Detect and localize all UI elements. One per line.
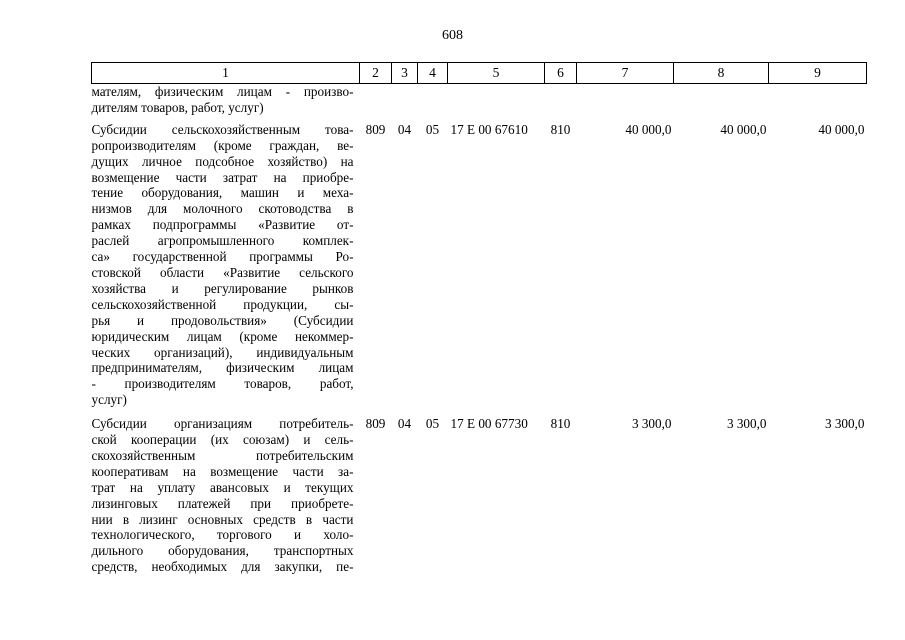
expense-type-code: 810 [550,416,571,432]
description-line: скохозяйственным потребительским [91,447,354,463]
continuation-description [92,84,360,122]
header-cell-9: 9 [769,63,867,84]
description-line: хозяйства и регулирование рынков [91,280,354,296]
continuation-row [92,84,867,122]
subsection-code: 05 [425,121,440,137]
description-line: юридическим лицам (кроме некоммер- [91,328,354,344]
header-cell-4: 4 [418,63,448,84]
header-cell-3: 3 [392,63,418,84]
amount-col-7: 40 000,0 [625,121,672,137]
amount-col-8: 3 300,0 [726,416,767,432]
description-line: низмов для молочного скотоводства в [91,201,354,217]
description-line: услуг) [91,392,127,408]
section-code: 04 [397,416,412,432]
description-line: - производителям товаров, работ, [91,376,354,392]
amount-col-8: 40 000,0 [720,121,767,137]
ministry-code: 809 [365,121,386,137]
amount-col-7: 3 300,0 [631,416,672,432]
description-line: средств, необходимых для закупки, пе- [91,559,354,575]
header-cell-2: 2 [360,63,392,84]
description-line: рья и продовольствия» (Субсидии [91,312,354,328]
description-line: ропроизводителям (кроме граждан, ве- [91,137,354,153]
table-row [92,416,867,583]
section-code: 04 [397,121,412,137]
description-line: раслей агропромышленного комплек- [91,233,354,249]
description-line: трат на уплату авансовых и текущих [91,479,354,495]
description-line: дущих личное подсобное хозяйство) на [91,153,354,169]
description-line: возмещение части затрат на приобре- [91,169,354,185]
ministry-code: 809 [365,416,386,432]
description-line: предпринимателям, физическим лицам [91,360,354,376]
description-line: ческих организаций), индивидуальным [91,344,354,360]
description-line: технологического, торгового и холо- [91,527,354,543]
budget-table [91,62,867,583]
table-row [92,122,867,416]
header-cell-7: 7 [577,63,674,84]
header-cell-1: 1 [92,63,360,84]
description-line: стовской области «Развитие сельского [91,264,354,280]
header-cell-5: 5 [448,63,545,84]
row-description [92,416,360,583]
description-line: рамках подпрограммы «Развитие от- [91,217,354,233]
page-number: 608 [442,28,463,43]
row-description [92,122,360,416]
description-line: Субсидии сельскохозяйственным това- [91,121,354,137]
amount-col-9: 3 300,0 [824,416,865,432]
description-line: са» государственной программы Ро- [91,249,354,265]
description-line: Субсидии организациям потребитель- [91,416,354,432]
description-line: лизинговых платежей при приобрете- [91,495,354,511]
description-line: ской кооперации (их союзам) и сель- [91,432,354,448]
expense-type-code: 810 [550,121,571,137]
description-line: сельскохозяйственной продукции, сы- [91,296,354,312]
header-cell-6: 6 [545,63,577,84]
description-line: дильного оборудования, транспортных [91,543,354,559]
description-line: тение оборудования, машин и меха- [91,185,354,201]
target-article-code: 17 Е 00 67730 [450,416,528,432]
description-line: мателям, физическим лицам - произво- [91,84,354,99]
header-cell-8: 8 [674,63,769,84]
target-article-code: 17 Е 00 67610 [450,121,528,137]
description-line: дителям товаров, работ, услуг) [91,99,264,115]
subsection-code: 05 [425,416,440,432]
header-row [92,63,867,84]
description-line: кооперативам на возмещение части за- [91,463,354,479]
description-line: нии в лизинг основных средств в части [91,511,354,527]
amount-col-9: 40 000,0 [818,121,865,137]
